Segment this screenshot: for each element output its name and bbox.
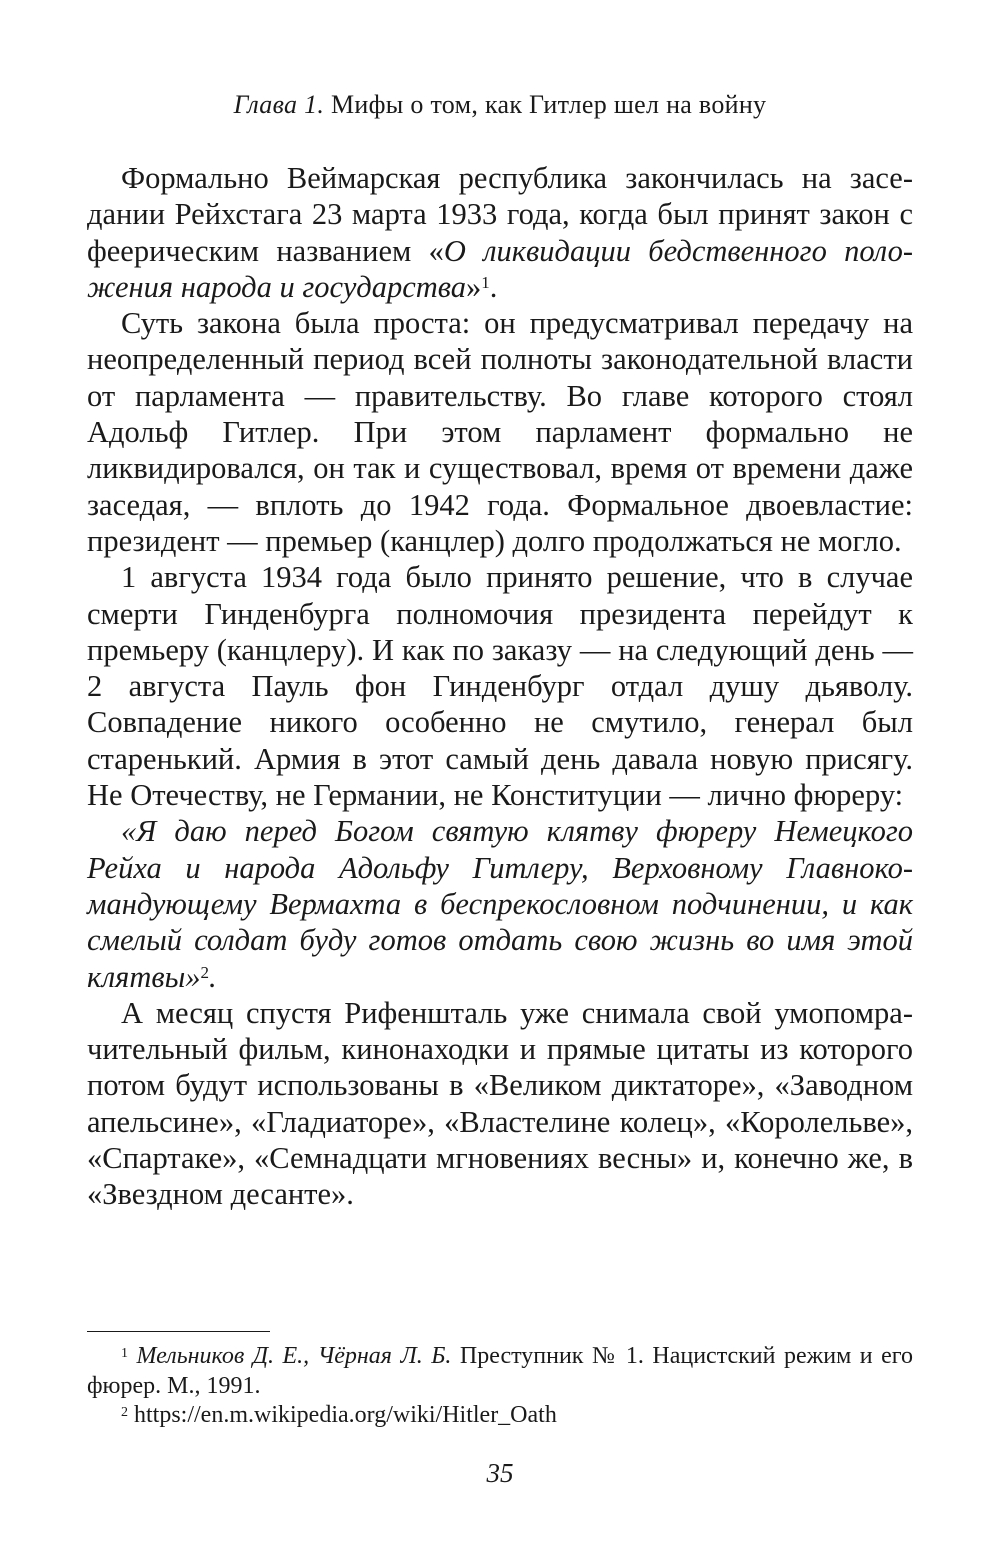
footnote-1-authors: Мельников Д. Е., Чёрная Л. Б. bbox=[136, 1343, 452, 1369]
oath-quote bbox=[87, 813, 913, 994]
paragraph-4: А месяц спустя Рифеншталь уже снимала свой умопомрачительный фильм, кинонаходки и прямые цитаты из которого потом будут использованы в «Великом диктаторе», «Заводном апельсине», «Гладиаторе», «Властелине колец», «Королельве», «Спартаке», «Семнадцати мгновениях весны» и, конечно же, в «Звездном десанте». bbox=[87, 995, 913, 1212]
footnote-1-number: 1 bbox=[121, 1346, 128, 1361]
chapter-title: Мифы о том, как Гитлер шел на войну bbox=[331, 90, 767, 119]
footnote-2-number: 2 bbox=[121, 1405, 128, 1420]
chapter-label: Глава 1. bbox=[233, 90, 325, 119]
paragraph-3: 1 августа 1934 года было принято решение, что в случае смерти Гинденбурга полномочия президента перейдут к премьеру (канцлеру). И как по заказу — на следующий день — 2 августа Пауль фон Гинденбург отдал душу дьяволу. Совпадение никого особенно не смутило, генерал был старенький. Армия в этот самый день давала новую присягу. Не Отечеству, не Германии, не Конституции — лично фюреру: bbox=[87, 560, 913, 813]
footnote-1-text: Преступник № 1. Нацистский режим и его фюрер. М., 1991. bbox=[87, 1343, 914, 1399]
footnote-2-link[interactable]: https://en.m.wikipedia.org/wiki/Hitler_Oath bbox=[134, 1402, 557, 1428]
footnote-1 bbox=[87, 1342, 913, 1401]
paragraph-2: Суть закона была проста: он предусматривал передачу на неопределенный период всей полноты законодательной власти от парламента — правительству. Во главе которого стоял Адольф Гитлер. При этом парламент формально не ликвидировался, он так и существовал, время от времени даже заседая, — вплоть до 1942 года. Формальное двоевластие: президент — премьер (канцлер) долго продолжаться не могло. bbox=[87, 306, 913, 558]
body-text bbox=[87, 160, 913, 1213]
page-number: 35 bbox=[486, 1458, 514, 1488]
paragraph-1 bbox=[87, 160, 913, 305]
footnote-ref-1[interactable]: 1 bbox=[481, 272, 490, 292]
footnote-divider bbox=[87, 1331, 270, 1332]
oath-quote-end: . bbox=[209, 959, 217, 994]
closing-quote: » bbox=[466, 269, 482, 304]
paragraph-1-end: . bbox=[489, 269, 498, 304]
footnotes bbox=[87, 1342, 913, 1431]
footnote-ref-2[interactable]: 2 bbox=[200, 962, 210, 982]
law-title: О ликвидации бедственного положения народа и государства bbox=[87, 233, 913, 304]
footnote-2 bbox=[87, 1401, 913, 1431]
running-head bbox=[0, 90, 1000, 120]
paragraph-1-text: Формально Веймарская республика закончилась на заседании Рейхстага 23 марта 1933 года, когда был принят закон с феерическим названием « bbox=[87, 161, 913, 268]
oath-quote-text: «Я даю перед Богом святую клятву фюреру Немецкого Рейха и народа Адольфу Гитлеру, Верховному Главнокомандующему Вермахта в беспрекословном подчинении, и как смелый солдат буду готов отдать свою жизнь во имя этой клятвы» bbox=[87, 814, 913, 994]
